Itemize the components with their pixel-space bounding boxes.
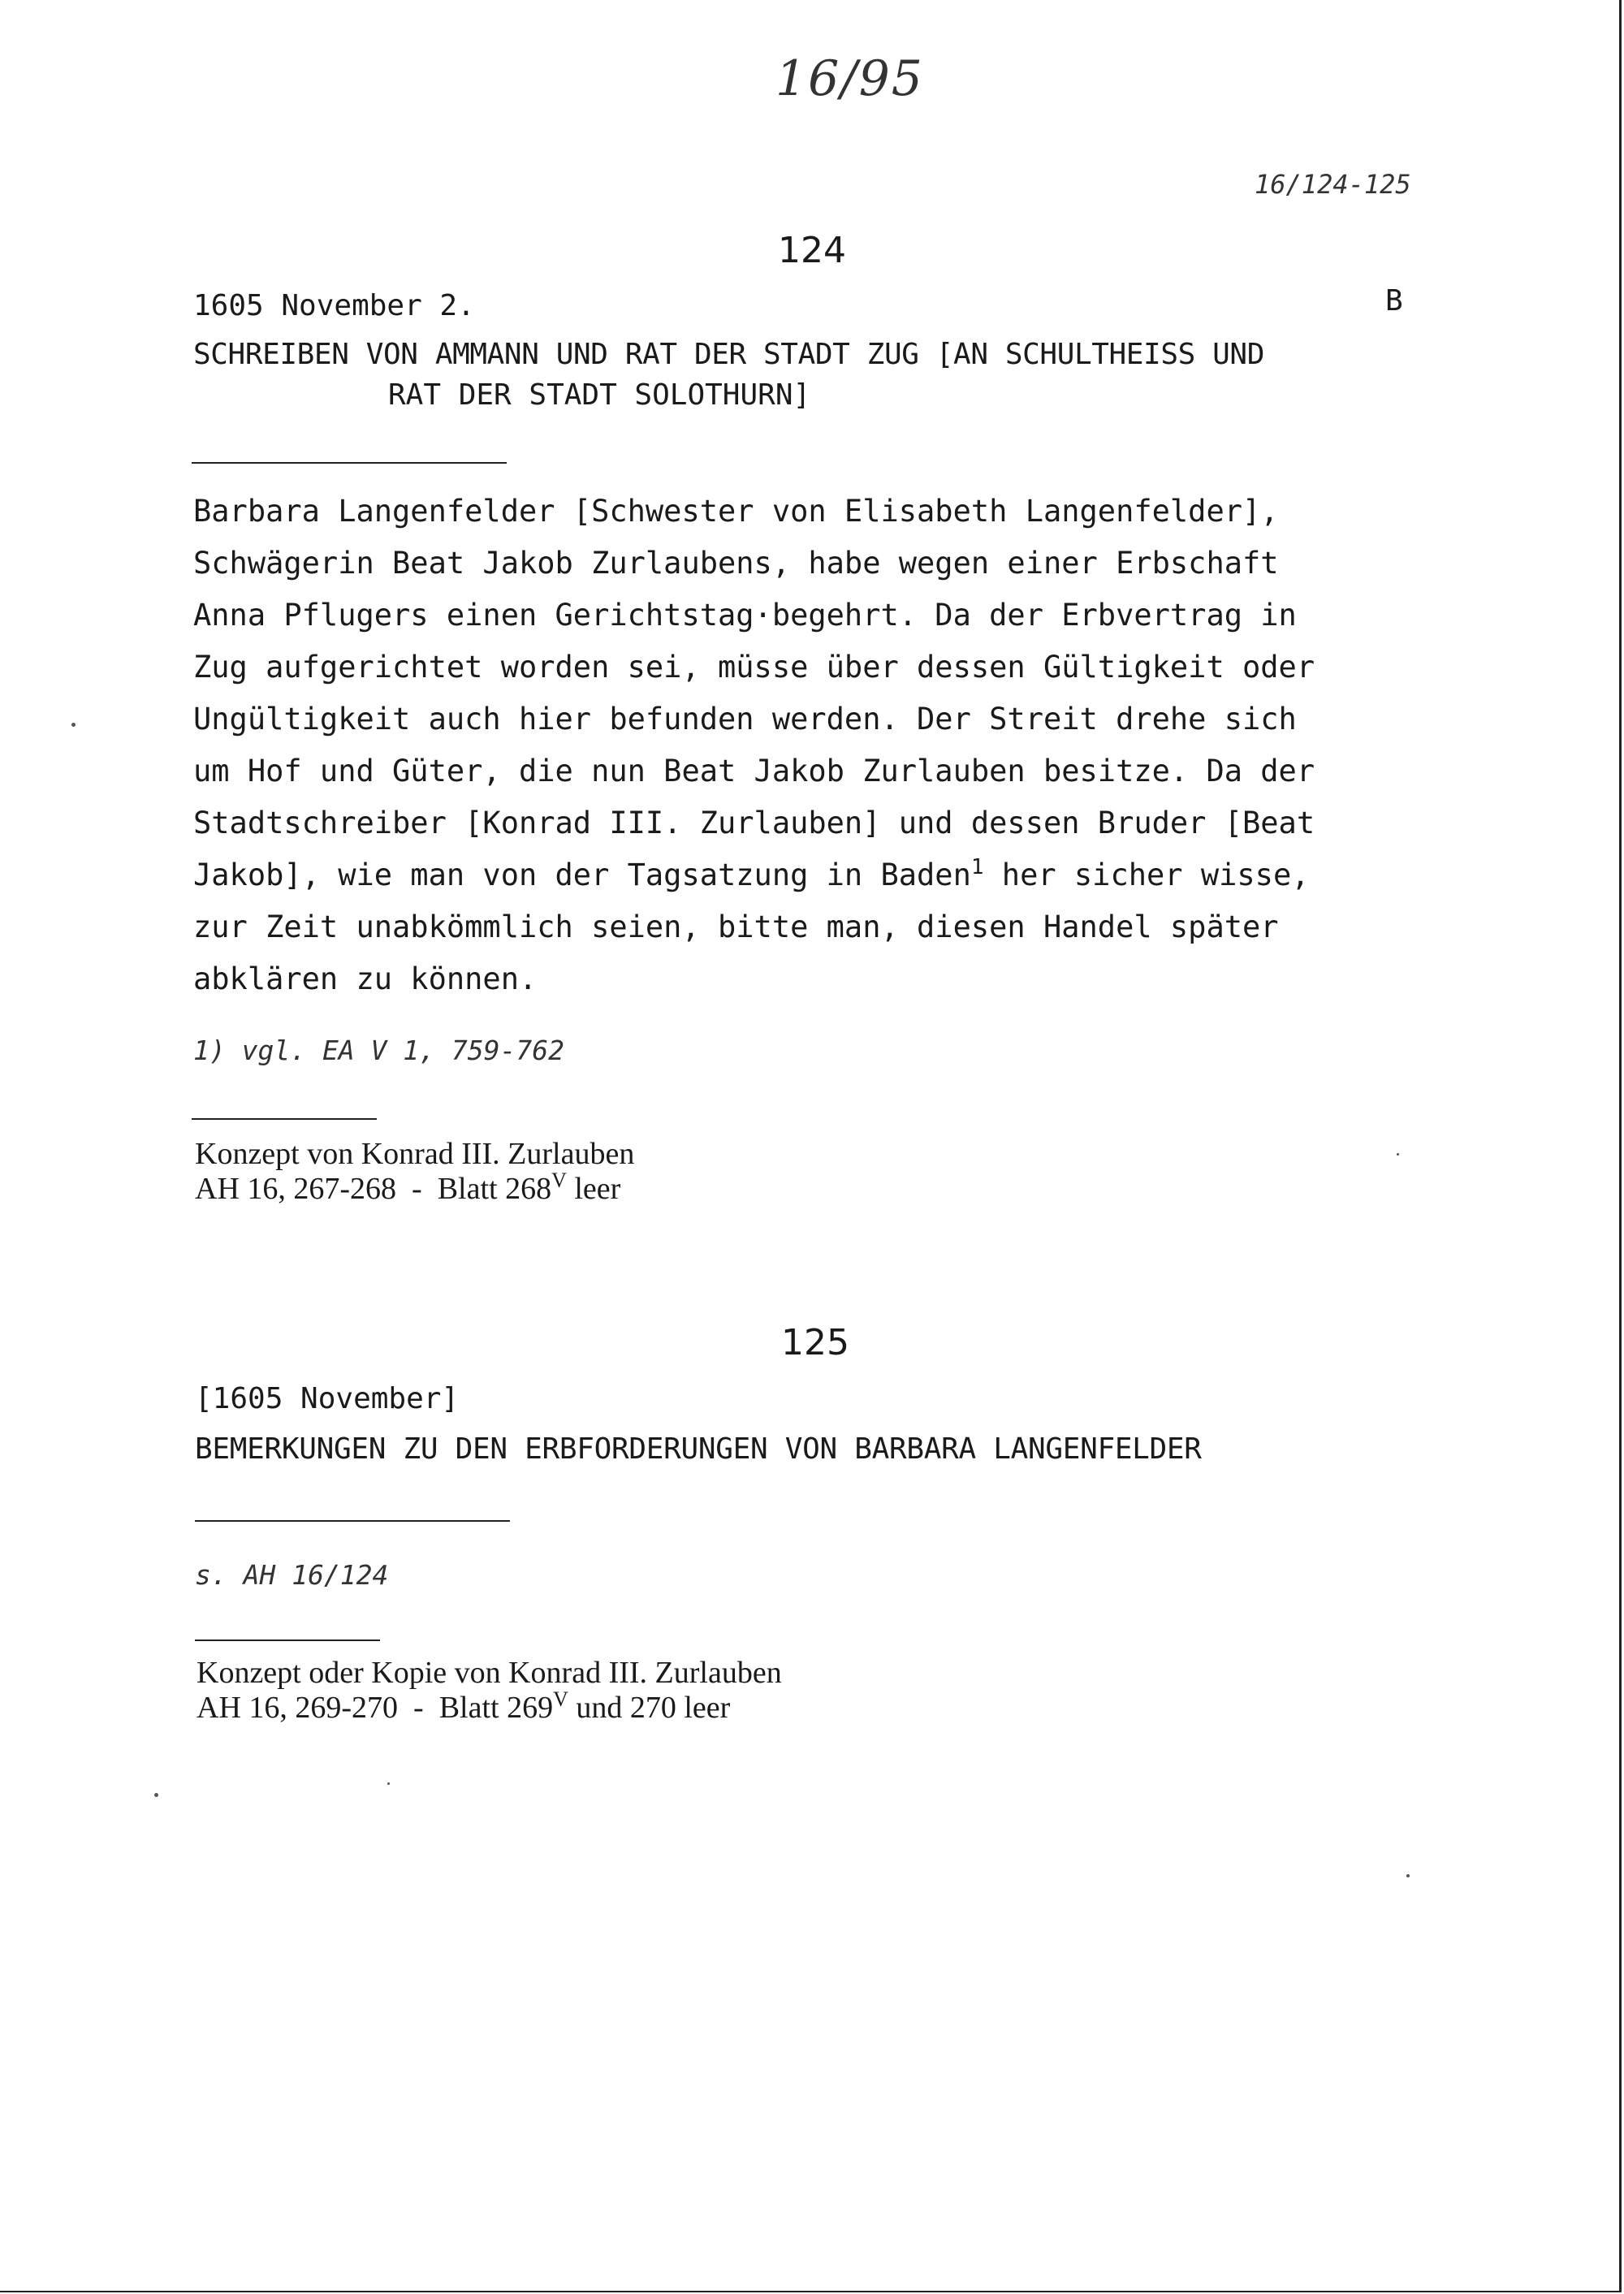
scan-speck [154,1793,158,1797]
entry-124-footnote: 1) vgl. EA V 1, 759-762 [193,1035,564,1066]
entry-124-source-separator [192,1118,377,1120]
entry-124-body-line: Zug aufgerichtet worden sei, müsse über dessen Gültigkeit oder [193,650,1315,685]
entry-124-title-line1: SCHREIBEN VON AMMANN UND RAT DER STADT ZUG [AN SCHULTHEISS UND [193,338,1264,371]
entry-125-date: [1605 November] [195,1382,460,1415]
source-text: leer [566,1172,621,1206]
entry-124-body-line: Anna Pflugers einen Gerichtstag·begehrt. Da der Erbvertrag in [193,598,1297,633]
entry-125-number: 125 [781,1322,849,1363]
verso-marker: V [551,1169,567,1192]
source-text: AH 16, 267-268 - Blatt 268 [195,1172,552,1206]
verso-marker: V [553,1687,568,1711]
body-text: her sicher wisse, [983,858,1310,892]
entry-124-source-line1: Konzept von Konrad III. Zurlauben [195,1137,635,1171]
body-text: Jakob], wie man von der Tagsatzung in Baden [193,858,971,892]
scan-speck [1406,1874,1410,1877]
source-text: und 270 leer [568,1691,731,1725]
entry-125-source-line2 [197,1687,731,1728]
entry-124-source-line2 [195,1169,621,1209]
scan-speck [1397,1153,1399,1156]
handwritten-number: 16/95 [775,50,924,107]
entry-124-body-line: um Hof und Güter, die nun Beat Jakob Zurlauben besitze. Da der [193,754,1315,788]
entry-124-body-line: Barbara Langenfelder [Schwester von Elisabeth Langenfelder], [193,494,1279,529]
entry-124-body-line: zur Zeit unabkömmlich seien, bitte man, diesen Handel später [193,909,1279,944]
entry-125-separator [195,1520,510,1522]
entry-125-source-separator [195,1639,380,1641]
entry-124-body-line: Schwägerin Beat Jakob Zurlaubens, habe wegen einer Erbschaft [193,546,1279,581]
entry-124-body-line-8 [193,855,1310,892]
scan-speck [387,1782,390,1785]
footnote-marker: 1 [970,855,984,879]
page-reference: 16/124-125 [1255,169,1411,200]
entry-125-title: BEMERKUNGEN ZU DEN ERBFORDERUNGEN VON BARBARA LANGENFELDER [195,1432,1202,1466]
entry-124-title-line2: RAT DER STADT SOLOTHURN] [388,378,811,412]
entry-124-category: B [1385,284,1403,318]
entry-124-date: 1605 November 2. [193,289,475,322]
entry-124-separator [192,462,507,464]
entry-125-source-line1: Konzept oder Kopie von Konrad III. Zurlauben [197,1656,782,1690]
entry-124-body-line: Ungültigkeit auch hier befunden werden. Der Streit drehe sich [193,702,1297,737]
scan-speck [71,723,76,727]
entry-125-note: s. AH 16/124 [195,1559,389,1591]
entry-124-body-line: abklären zu können. [193,961,538,996]
entry-124-number: 124 [778,230,846,271]
entry-124-body-line: Stadtschreiber [Konrad III. Zurlauben] und dessen Bruder [Beat [193,806,1315,840]
source-text: AH 16, 269-270 - Blatt 269 [197,1691,554,1725]
